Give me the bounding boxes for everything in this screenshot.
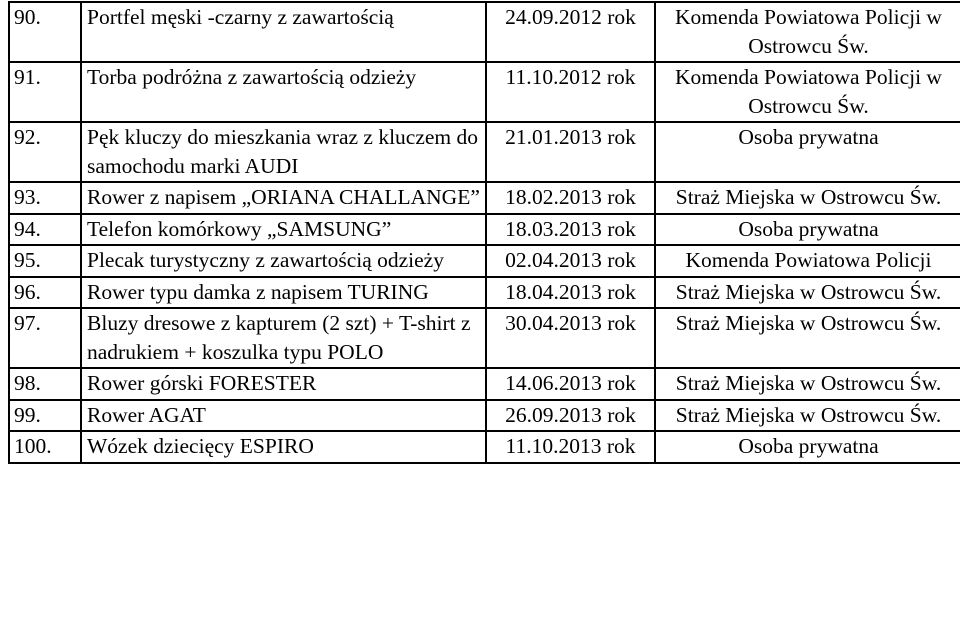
storage-place: Straż Miejska w Ostrowcu Św. (655, 182, 960, 214)
row-number: 94. (9, 214, 81, 246)
storage-place: Komenda Powiatowa Policji (655, 245, 960, 277)
table-row (9, 122, 960, 182)
found-date: 30.04.2013 rok (486, 308, 655, 368)
item-description: Portfel męski -czarny z zawartością (81, 2, 486, 62)
row-number: 96. (9, 277, 81, 309)
found-date: 24.09.2012 rok (486, 2, 655, 62)
row-number: 99. (9, 400, 81, 432)
item-description: Telefon komórkowy „SAMSUNG” (81, 214, 486, 246)
table-row (9, 62, 960, 122)
item-description: Rower z napisem „ORIANA CHALLANGE” (81, 182, 486, 214)
table-row (9, 182, 960, 214)
storage-place: Straż Miejska w Ostrowcu Św. (655, 308, 960, 368)
table-row (9, 245, 960, 277)
row-number: 97. (9, 308, 81, 368)
row-number: 100. (9, 431, 81, 463)
storage-place: Osoba prywatna (655, 431, 960, 463)
found-date: 18.02.2013 rok (486, 182, 655, 214)
row-number: 95. (9, 245, 81, 277)
found-date: 02.04.2013 rok (486, 245, 655, 277)
row-number: 98. (9, 368, 81, 400)
storage-place: Straż Miejska w Ostrowcu Św. (655, 400, 960, 432)
item-description: Pęk kluczy do mieszkania wraz z kluczem do samochodu marki AUDI (81, 122, 486, 182)
found-date: 14.06.2013 rok (486, 368, 655, 400)
item-description: Torba podróżna z zawartością odzieży (81, 62, 486, 122)
item-description: Plecak turystyczny z zawartością odzieży (81, 245, 486, 277)
found-date: 11.10.2013 rok (486, 431, 655, 463)
table-row (9, 277, 960, 309)
item-description: Bluzy dresowe z kapturem (2 szt) + T-shirt z nadrukiem + koszulka typu POLO (81, 308, 486, 368)
table-row (9, 308, 960, 368)
table-row (9, 368, 960, 400)
item-description: Rower AGAT (81, 400, 486, 432)
found-date: 18.04.2013 rok (486, 277, 655, 309)
found-date: 11.10.2012 rok (486, 62, 655, 122)
found-date: 21.01.2013 rok (486, 122, 655, 182)
storage-place: Osoba prywatna (655, 122, 960, 182)
storage-place: Straż Miejska w Ostrowcu Św. (655, 368, 960, 400)
storage-place: Straż Miejska w Ostrowcu Św. (655, 277, 960, 309)
row-number: 91. (9, 62, 81, 122)
found-date: 18.03.2013 rok (486, 214, 655, 246)
table-row (9, 431, 960, 463)
found-date: 26.09.2013 rok (486, 400, 655, 432)
row-number: 90. (9, 2, 81, 62)
table-row (9, 214, 960, 246)
item-description: Wózek dziecięcy ESPIRO (81, 431, 486, 463)
found-items-table (8, 1, 960, 464)
item-description: Rower typu damka z napisem TURING (81, 277, 486, 309)
row-number: 93. (9, 182, 81, 214)
table-row (9, 2, 960, 62)
row-number: 92. (9, 122, 81, 182)
storage-place: Osoba prywatna (655, 214, 960, 246)
item-description: Rower górski FORESTER (81, 368, 486, 400)
table-row (9, 400, 960, 432)
storage-place: Komenda Powiatowa Policji w Ostrowcu Św. (655, 62, 960, 122)
storage-place: Komenda Powiatowa Policji w Ostrowcu Św. (655, 2, 960, 62)
